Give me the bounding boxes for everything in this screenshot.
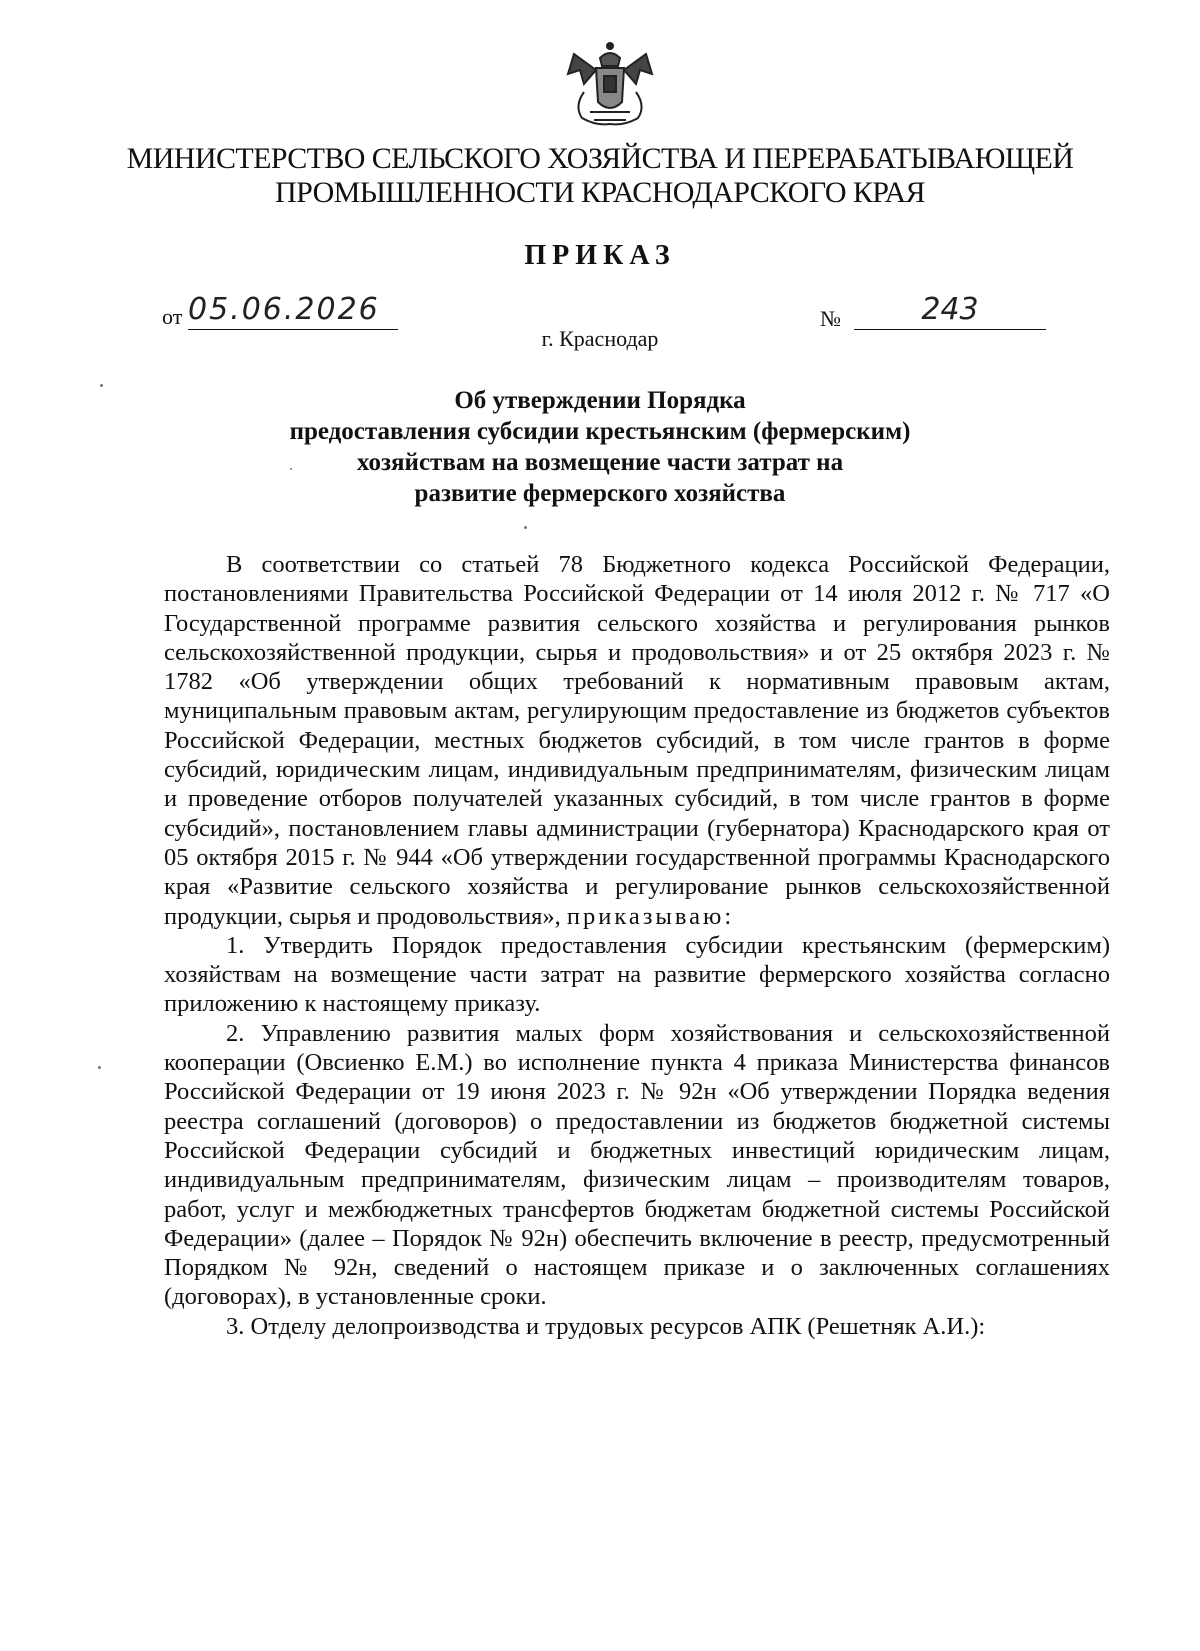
scan-speck xyxy=(98,1066,101,1069)
number-prefix: № xyxy=(820,306,841,331)
title-line3: хозяйствам на возмещение части затрат на xyxy=(356,449,844,476)
preamble-paragraph xyxy=(164,550,1110,931)
ministry-name xyxy=(0,142,1200,210)
date-prefix: от xyxy=(162,304,183,329)
scan-speck xyxy=(524,526,527,529)
title-line4: развитие фермерского хозяйства xyxy=(414,480,786,507)
city: г. Краснодар xyxy=(541,326,659,351)
handwritten-number: 243 xyxy=(854,292,1046,330)
item-2: 2. Управлению развития малых форм хозяйствования и сельскохозяйственной кооперации (Овсиенко Е.М.) во исполнение пункта 4 приказа Министерства финансов Российской Федерации от 19 июня 2023 г. № 92н «Об утверждении Порядка ведения реестра соглашений (договоров) о предоставлении из бюджетов бюджетной системы Российской Федерации субсидий и бюджетных инвестиций юридическим лицам, индивидуальным предпринимателям, физическим лицам – производителям товаров, работ, услуг и межбюджетных трансфертов бюджетам бюджетной системы Российской Федерации» (далее – Порядок № 92н) обеспечить включение в реестр, предусмотренный Порядком № 92н, сведений о настоящем приказе и о заключенных соглашениях (договорах), в установленные сроки. xyxy=(164,1019,1110,1311)
item-3: 3. Отделу делопроизводства и трудовых ресурсов АПК (Решетняк А.И.): xyxy=(226,1312,986,1340)
scan-speck xyxy=(290,468,292,470)
ministry-name-line2: ПРОМЫШЛЕННОСТИ КРАСНОДАРСКОГО КРАЯ xyxy=(275,176,925,209)
ministry-name-line1: МИНИСТЕРСТВО СЕЛЬСКОГО ХОЗЯЙСТВА И ПЕРЕРАБАТЫВАЮЩЕЙ xyxy=(126,142,1074,175)
order-word: приказываю: xyxy=(566,902,735,930)
document-body xyxy=(164,550,1110,1341)
document-title xyxy=(0,385,1200,509)
handwritten-date: 05.06.2026 xyxy=(188,292,398,330)
document-type: ПРИКАЗ xyxy=(524,240,676,271)
scan-speck xyxy=(100,384,103,387)
preamble-text: В соответствии со статьей 78 Бюджетного кодекса Российской Федерации, постановлениями Правительства Российской Федерации от 14 июля 2012 г. № 717 «О Государственной программе развития сельского хозяйства и регулирования рынков сельскохозяйственной продукции, сырья и продовольствия» и от 25 октября 2023 г. № 1782 «Об утверждении общих требований к нормативным правовым актам, муниципальным правовым актам, регулирующим предоставление из бюджетов субъектов Российской Федерации, местных бюджетов субсидий, в том числе грантов в форме субсидий, юридическим лицам, индивидуальным предпринимателям, физическим лицам и проведение отборов получателей указанных субсидий, в том числе грантов в форме субсидий», постановлением главы администрации (губернатора) Краснодарского края от 05 октября 2015 г. № 944 «Об утверждении государственной программы Краснодарского края «Развитие сельского хозяйства и регулирование рынков сельскохозяйственной продукции, сырья и продовольствия», xyxy=(164,551,1110,930)
item-1: 1. Утвердить Порядок предоставления субсидии крестьянским (фермерским) хозяйствам на возмещение части затрат на развитие фермерского хозяйства согласно приложению к настоящему приказу. xyxy=(164,931,1110,1018)
title-line1: Об утверждении Порядка xyxy=(454,387,746,414)
coat-of-arms-icon xyxy=(560,40,660,132)
title-line2: предоставления субсидии крестьянским (фермерским) xyxy=(289,418,911,445)
